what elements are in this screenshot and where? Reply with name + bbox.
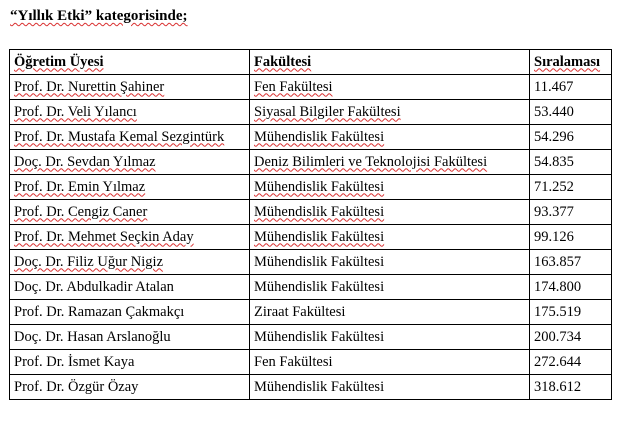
- cell-faculty: Mühendislik Fakültesi: [250, 250, 530, 275]
- table-row: [10, 100, 612, 125]
- document-heading: “Yıllık Etki” kategorisinde;: [10, 8, 188, 24]
- header-faculty-member: Öğretim Üyesi: [10, 50, 250, 75]
- cell-name: Prof. Dr. Veli Yılancı: [10, 100, 250, 125]
- cell-name: Prof. Dr. Nurettin Şahiner: [10, 75, 250, 100]
- cell-faculty: Mühendislik Fakültesi: [250, 200, 530, 225]
- table-row: [10, 150, 612, 175]
- table-row: [10, 375, 612, 400]
- cell-rank: 272.644: [530, 350, 612, 375]
- cell-faculty: Fen Fakültesi: [250, 75, 530, 100]
- table-row: [10, 250, 612, 275]
- cell-name: Prof. Dr. Mehmet Seçkin Aday: [10, 225, 250, 250]
- cell-name: Doç. Dr. Sevdan Yılmaz: [10, 150, 250, 175]
- cell-faculty: Siyasal Bilgiler Fakültesi: [250, 100, 530, 125]
- table-row: [10, 125, 612, 150]
- cell-name: Prof. Dr. Ramazan Çakmakçı: [10, 300, 250, 325]
- cell-name: Doç. Dr. Filiz Uğur Nigiz: [10, 250, 250, 275]
- table-row: [10, 350, 612, 375]
- cell-faculty: Mühendislik Fakültesi: [250, 325, 530, 350]
- cell-faculty: Mühendislik Fakültesi: [250, 175, 530, 200]
- table-row: [10, 325, 612, 350]
- cell-rank: 71.252: [530, 175, 612, 200]
- ranking-table: [9, 49, 612, 400]
- cell-faculty: Mühendislik Fakültesi: [250, 125, 530, 150]
- cell-rank: 53.440: [530, 100, 612, 125]
- cell-rank: 200.734: [530, 325, 612, 350]
- header-faculty: Fakültesi: [250, 50, 530, 75]
- table-row: [10, 75, 612, 100]
- header-rank: Sıralaması: [530, 50, 612, 75]
- cell-faculty: Mühendislik Fakültesi: [250, 375, 530, 400]
- cell-rank: 11.467: [530, 75, 612, 100]
- cell-name: Prof. Dr. Emin Yılmaz: [10, 175, 250, 200]
- table-row: [10, 300, 612, 325]
- cell-faculty: Mühendislik Fakültesi: [250, 225, 530, 250]
- table-row: [10, 200, 612, 225]
- cell-rank: 318.612: [530, 375, 612, 400]
- cell-name: Prof. Dr. Cengiz Caner: [10, 200, 250, 225]
- cell-name: Doç. Dr. Hasan Arslanoğlu: [10, 325, 250, 350]
- cell-faculty: Fen Fakültesi: [250, 350, 530, 375]
- table-row: [10, 175, 612, 200]
- cell-rank: 174.800: [530, 275, 612, 300]
- table-row: [10, 225, 612, 250]
- cell-rank: 54.296: [530, 125, 612, 150]
- cell-name: Prof. Dr. İsmet Kaya: [10, 350, 250, 375]
- table-row: [10, 275, 612, 300]
- cell-name: Prof. Dr. Özgür Özay: [10, 375, 250, 400]
- cell-rank: 163.857: [530, 250, 612, 275]
- cell-name: Prof. Dr. Mustafa Kemal Sezgintürk: [10, 125, 250, 150]
- cell-faculty: Deniz Bilimleri ve Teknolojisi Fakültesi: [250, 150, 530, 175]
- cell-rank: 54.835: [530, 150, 612, 175]
- cell-rank: 99.126: [530, 225, 612, 250]
- cell-faculty: Mühendislik Fakültesi: [250, 275, 530, 300]
- cell-name: Doç. Dr. Abdulkadir Atalan: [10, 275, 250, 300]
- cell-rank: 175.519: [530, 300, 612, 325]
- cell-rank: 93.377: [530, 200, 612, 225]
- cell-faculty: Ziraat Fakültesi: [250, 300, 530, 325]
- table-header-row: [10, 50, 612, 75]
